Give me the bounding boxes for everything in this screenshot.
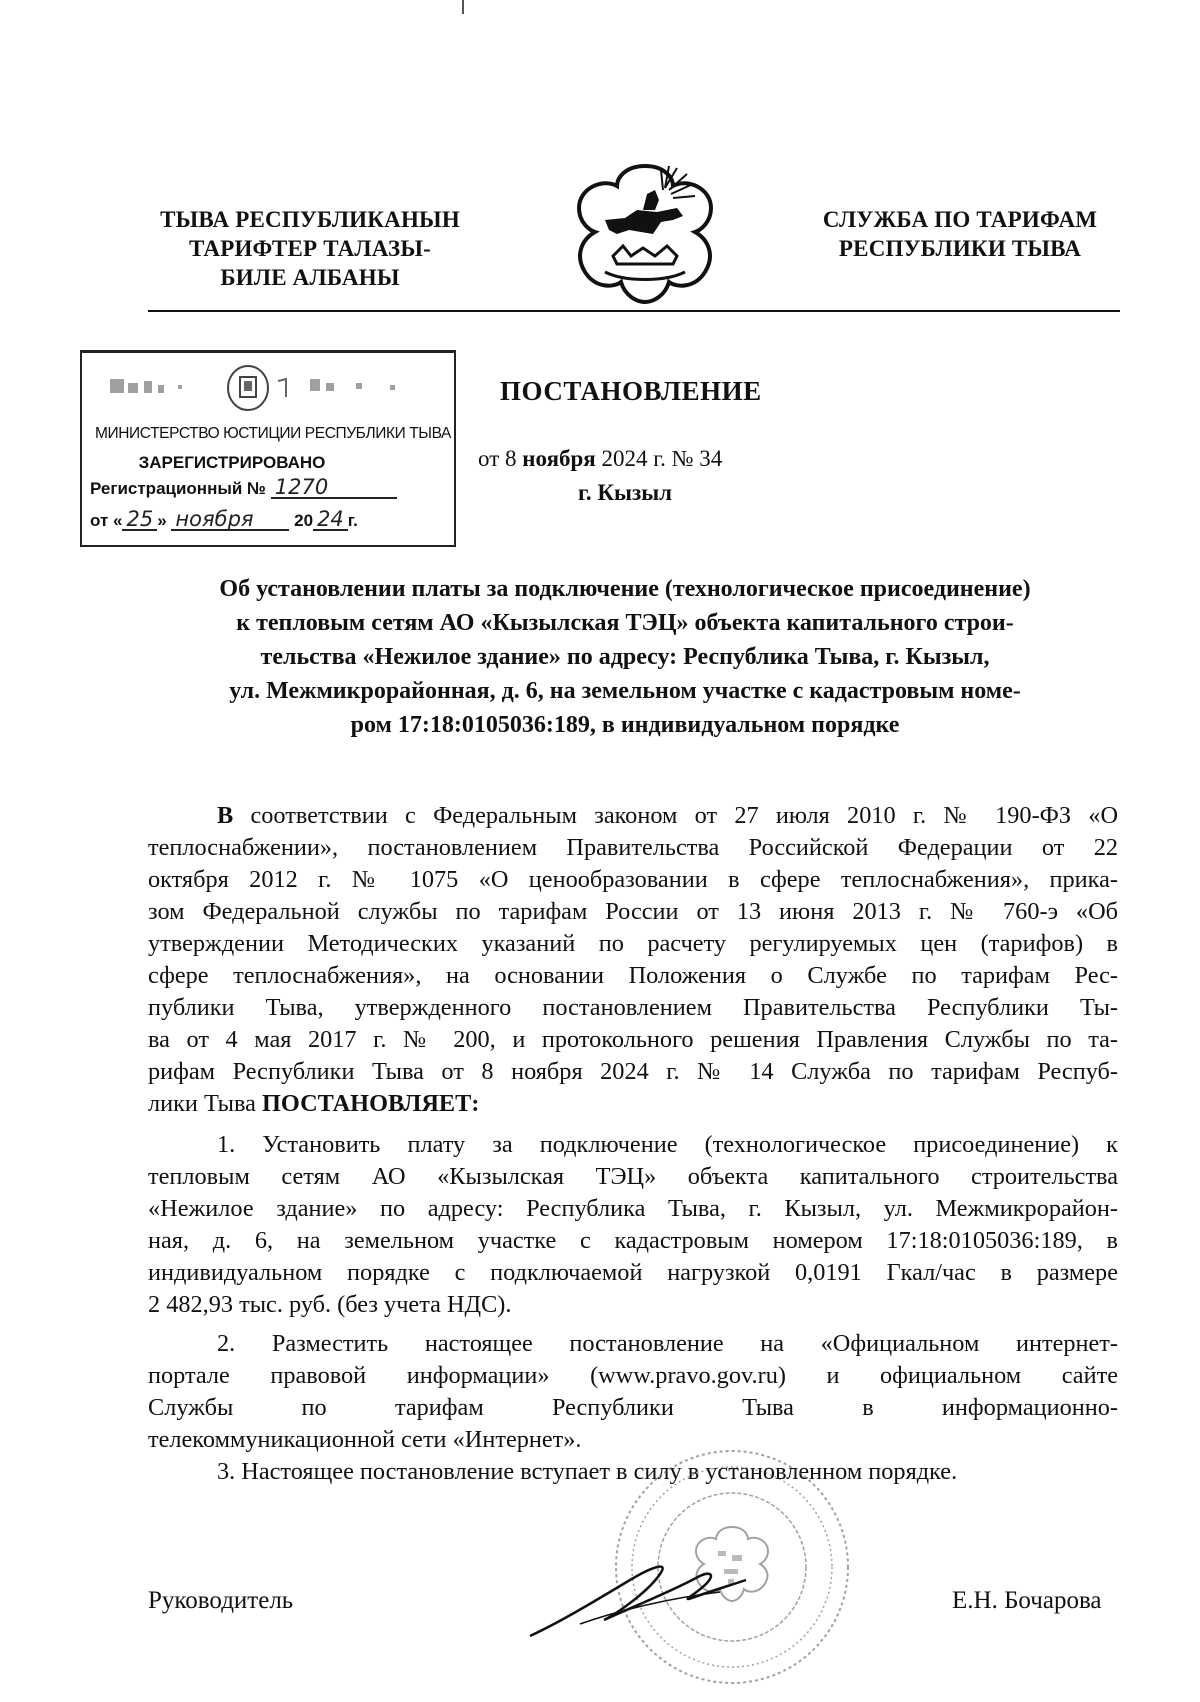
- header-right-line: РЕСПУБЛИКИ ТЫВА: [838, 236, 1082, 261]
- stamp-ministry: МИНИСТЕРСТВО ЮСТИЦИИ РЕСПУБЛИКИ ТЫВА: [95, 425, 451, 442]
- item-2-line: телекоммуникационной сети «Интернет».: [148, 1426, 582, 1453]
- preamble-last-line-prefix: лики Тыва: [148, 1090, 262, 1117]
- title-line: ром 17:18:0105036:189, в индивидуальном порядке: [350, 712, 900, 738]
- item-1-line: 2 482,93 тыс. руб. (без учета НДС).: [148, 1291, 512, 1318]
- document-type: ПОСТАНОВЛЕНИЕ: [500, 376, 762, 406]
- title-line: к тепловым сетям АО «Кызылская ТЭЦ» объекта капитального строи-: [236, 610, 1014, 636]
- handwritten-signature: [520, 1540, 770, 1650]
- preamble-line: рифам Республики Тыва от 8 ноября 2024 г. № 14 Служба по тарифам Респуб-: [148, 1058, 1118, 1085]
- item-1-line: тепловым сетям АО «Кызылская ТЭЦ» объекта капитального строительства: [148, 1163, 1118, 1190]
- item-1-line: ная, д. 6, на земельном участке с кадастровым номером 17:18:0105036:189, в: [148, 1227, 1118, 1254]
- preamble-line: теплоснабжении», постановлением Правительства Российской Федерации от 22: [148, 834, 1118, 861]
- stamp-date-prefix: от «: [90, 511, 123, 530]
- stamp-date-day: 25: [122, 509, 157, 531]
- stamp-date-year: 24: [313, 509, 348, 531]
- document-date: [478, 446, 818, 472]
- header-left-line: БИЛЕ АЛБАНЫ: [220, 265, 400, 290]
- document-city: г. Кызыл: [578, 480, 673, 505]
- stamp-date-row: [90, 509, 450, 531]
- item-2-line: 2. Разместить настоящее постановление на «Официальном интернет-: [217, 1330, 1118, 1357]
- header-left-line: ТЫВА РЕСПУБЛИКАНЫН: [160, 207, 460, 232]
- title-line: Об установлении платы за подключение (технологическое присоединение): [219, 576, 1031, 602]
- preamble-line: утверждении Методических указаний по расчету регулируемых цен (тарифов) в: [148, 930, 1118, 957]
- header-right-line: СЛУЖБА ПО ТАРИФАМ: [822, 207, 1098, 232]
- stamp-reg-number-row: [90, 477, 450, 499]
- preamble-line: октября 2012 г. № 1075 «О ценообразовании в сфере теплоснабжения», прика-: [148, 866, 1118, 893]
- item-1-paragraph: [148, 1129, 1118, 1321]
- preamble-line: сфере теплоснабжения», на основании Положения о Службе по тарифам Рес-: [148, 962, 1118, 989]
- item-2-line: Службы по тарифам Республики Тыва в информационно-: [148, 1394, 1118, 1421]
- header-right-russian: [800, 205, 1120, 263]
- preamble-first-word: В: [217, 802, 234, 829]
- signer-position: Руководитель: [148, 1587, 294, 1614]
- preamble-paragraph: [148, 800, 1118, 1120]
- title-line: ул. Межмикрорайонная, д. 6, на земельном участке с кадастровым номе-: [229, 678, 1021, 704]
- header-divider: [148, 310, 1120, 312]
- stamp-reg-number: 1270: [271, 477, 397, 499]
- document-title: [150, 572, 1100, 742]
- preamble-line: ва от 4 мая 2017 г. № 200, и протокольного решения Правления Службы по та-: [148, 1026, 1118, 1053]
- preamble-line-text: соответствии с Федеральным законом от 27 июля 2010 г. № 190-ФЗ «О: [233, 802, 1118, 829]
- stamp-date-month: ноября: [171, 509, 289, 531]
- item-1-line: 1. Установить плату за подключение (технологическое присоединение) к: [217, 1131, 1118, 1158]
- item-3-line: 3. Настоящее постановление вступает в силу в установленном порядке.: [217, 1458, 958, 1485]
- stamp-status: ЗАРЕГИСТРИРОВАНО: [138, 453, 326, 472]
- item-2-paragraph: [148, 1328, 1118, 1456]
- tuva-coat-of-arms-icon: [565, 160, 725, 305]
- preamble-line: [148, 800, 1118, 832]
- decree-word: ПОСТАНОВЛЯЕТ:: [261, 1090, 480, 1117]
- stamp-date-year-prefix: 20: [294, 511, 314, 530]
- title-line: тельства «Нежилое здание» по адресу: Республика Тыва, г. Кызыл,: [260, 644, 990, 670]
- signer-name: Е.Н. Бочарова: [952, 1587, 1102, 1614]
- stamp-date-suffix: г.: [347, 511, 358, 530]
- scan-mark: [462, 0, 464, 14]
- document-date-month: ноября: [522, 446, 596, 471]
- stamp-date-mid: »: [157, 511, 167, 530]
- item-1-line: индивидуальном порядке с подключаемой нагрузкой 0,0191 Гкал/час в размере: [148, 1259, 1118, 1286]
- document-date-rest: 2024 г. № 34: [601, 446, 723, 471]
- stamp-emblem-icon: [100, 361, 440, 416]
- document-date-prefix: от 8: [478, 446, 517, 471]
- stamp-reg-label: Регистрационный №: [90, 479, 266, 498]
- header-left-line: ТАРИФТЕР ТАЛАЗЫ-: [189, 236, 431, 261]
- preamble-line: зом Федеральной службы по тарифам России от 13 июня 2013 г. № 760-э «Об: [148, 898, 1118, 925]
- registration-stamp: [80, 350, 456, 547]
- item-1-line: «Нежилое здание» по адресу: Республика Тыва, г. Кызыл, ул. Межмикрорайон-: [148, 1195, 1118, 1222]
- header-left-tuvan: [150, 205, 470, 292]
- item-2-line: портале правовой информации» (www.pravo.gov.ru) и официальном сайте: [148, 1362, 1118, 1389]
- preamble-line: публики Тыва, утвержденного постановлением Правительства Республики Ты-: [148, 994, 1118, 1021]
- preamble-last-line: [148, 1088, 1118, 1120]
